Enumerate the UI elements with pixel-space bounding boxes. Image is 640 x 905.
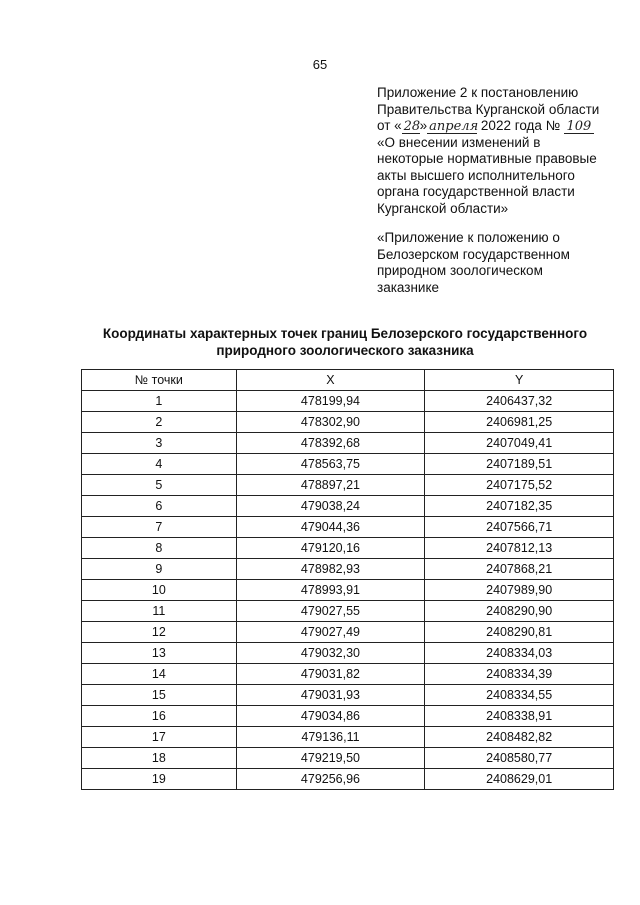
appendix-date-line xyxy=(377,118,632,135)
reference-line-3: природном зоологическом xyxy=(377,263,543,278)
y-value: 2408290,90 xyxy=(425,601,614,622)
x-value: 478993,91 xyxy=(236,580,425,601)
y-value: 2406437,32 xyxy=(425,391,614,412)
x-value: 479219,50 xyxy=(236,748,425,769)
table-row xyxy=(82,454,614,475)
x-value: 478392,68 xyxy=(236,433,425,454)
table-row xyxy=(82,769,614,790)
x-value: 479027,55 xyxy=(236,601,425,622)
y-value: 2408629,01 xyxy=(425,769,614,790)
handwritten-number: 109 xyxy=(564,120,594,134)
appendix-header xyxy=(377,85,632,217)
y-value: 2408334,55 xyxy=(425,685,614,706)
table-row xyxy=(82,412,614,433)
point-number: 1 xyxy=(82,391,237,412)
table-row xyxy=(82,391,614,412)
table-row xyxy=(82,685,614,706)
table-header-row xyxy=(82,370,614,391)
y-value: 2406981,25 xyxy=(425,412,614,433)
title-line-2: природного зоологического заказника xyxy=(216,343,474,358)
handwritten-month: апреля xyxy=(429,119,479,134)
x-value: 479032,30 xyxy=(236,643,425,664)
x-value: 479031,82 xyxy=(236,664,425,685)
point-number: 14 xyxy=(82,664,237,685)
y-value: 2407566,71 xyxy=(425,517,614,538)
document-title xyxy=(60,325,630,359)
x-value: 479034,86 xyxy=(236,706,425,727)
point-number: 16 xyxy=(82,706,237,727)
title-line-1: Координаты характерных точек границ Белозерского государственного xyxy=(102,326,588,341)
y-value: 2407868,21 xyxy=(425,559,614,580)
coordinates-table xyxy=(81,369,614,790)
x-value: 479031,93 xyxy=(236,685,425,706)
y-value: 2407182,35 xyxy=(425,496,614,517)
point-number: 15 xyxy=(82,685,237,706)
table-row xyxy=(82,559,614,580)
table-row xyxy=(82,706,614,727)
table-row xyxy=(82,538,614,559)
table-row xyxy=(82,622,614,643)
y-value: 2407189,51 xyxy=(425,454,614,475)
appendix-line-7: органа государственной власти xyxy=(377,184,575,199)
x-value: 478302,90 xyxy=(236,412,425,433)
y-value: 2407175,52 xyxy=(425,475,614,496)
header-y: Y xyxy=(425,370,614,391)
y-value: 2408334,03 xyxy=(425,643,614,664)
table-row xyxy=(82,433,614,454)
appendix-line-4: «О внесении изменений в xyxy=(377,134,541,150)
point-number: 17 xyxy=(82,727,237,748)
point-number: 5 xyxy=(82,475,237,496)
table-row xyxy=(82,517,614,538)
point-number: 3 xyxy=(82,433,237,454)
table-row xyxy=(82,748,614,769)
appendix-line-1: Приложение 2 к постановлению xyxy=(377,85,579,100)
header-point-number: № точки xyxy=(82,370,237,391)
x-value: 479027,49 xyxy=(236,622,425,643)
point-number: 6 xyxy=(82,496,237,517)
y-value: 2407989,90 xyxy=(425,580,614,601)
table-row xyxy=(82,475,614,496)
point-number: 8 xyxy=(82,538,237,559)
x-value: 479136,11 xyxy=(236,727,425,748)
table-row xyxy=(82,496,614,517)
point-number: 10 xyxy=(82,580,237,601)
x-value: 478199,94 xyxy=(236,391,425,412)
y-value: 2408580,77 xyxy=(425,748,614,769)
date-year: 2022 года № xyxy=(477,118,561,133)
reference-line-2: Белозерском государственном xyxy=(377,246,570,262)
x-value: 478897,21 xyxy=(236,475,425,496)
y-value: 2408338,91 xyxy=(425,706,614,727)
point-number: 12 xyxy=(82,622,237,643)
table-row xyxy=(82,580,614,601)
page-number: 65 xyxy=(312,57,328,72)
reference-line-4: заказнике xyxy=(377,279,440,295)
y-value: 2408334,39 xyxy=(425,664,614,685)
point-number: 19 xyxy=(82,769,237,790)
point-number: 11 xyxy=(82,601,237,622)
x-value: 479044,36 xyxy=(236,517,425,538)
y-value: 2408482,82 xyxy=(425,727,614,748)
appendix-line-5: некоторые нормативные правовые xyxy=(377,151,597,166)
point-number: 4 xyxy=(82,454,237,475)
x-value: 478563,75 xyxy=(236,454,425,475)
table-row xyxy=(82,601,614,622)
y-value: 2407812,13 xyxy=(425,538,614,559)
date-prefix: от « xyxy=(377,118,402,133)
point-number: 13 xyxy=(82,643,237,664)
x-value: 478982,93 xyxy=(236,559,425,580)
header-x: X xyxy=(236,370,425,391)
point-number: 18 xyxy=(82,748,237,769)
reference-line-1: «Приложение к положению о xyxy=(377,230,560,245)
y-value: 2408290,81 xyxy=(425,622,614,643)
appendix-line-8: Курганской области» xyxy=(377,200,509,216)
date-quote-close: » xyxy=(419,118,428,133)
point-number: 7 xyxy=(82,517,237,538)
table-row xyxy=(82,664,614,685)
x-value: 479256,96 xyxy=(236,769,425,790)
table-row xyxy=(82,727,614,748)
point-number: 2 xyxy=(82,412,237,433)
table-row xyxy=(82,643,614,664)
appendix-line-2: Правительства Курганской области xyxy=(377,101,600,117)
y-value: 2407049,41 xyxy=(425,433,614,454)
handwritten-day: 28 xyxy=(403,119,421,134)
point-number: 9 xyxy=(82,559,237,580)
x-value: 479120,16 xyxy=(236,538,425,559)
x-value: 479038,24 xyxy=(236,496,425,517)
appendix-line-6: акты высшего исполнительного xyxy=(377,167,575,183)
regulation-reference xyxy=(377,230,632,296)
